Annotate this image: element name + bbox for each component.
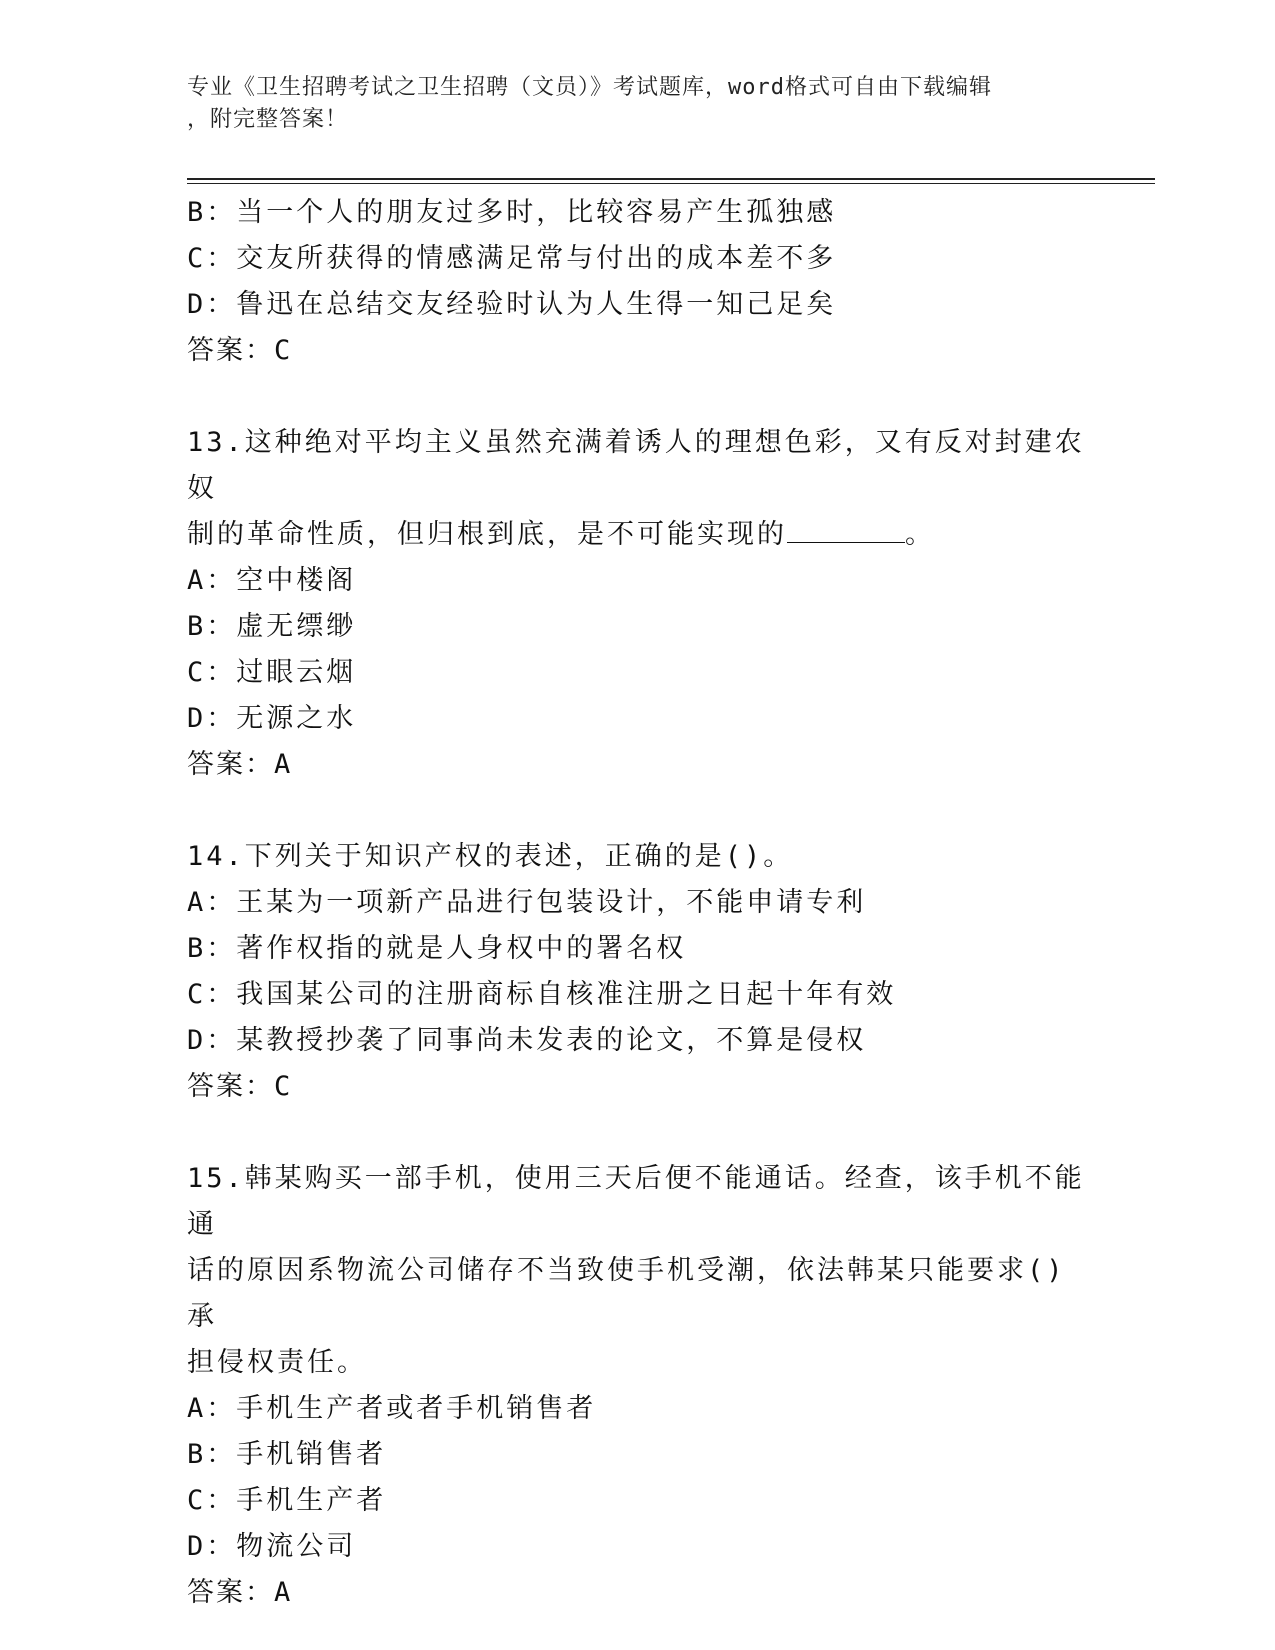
stem-punctuation: 。 <box>905 519 935 550</box>
question-14 <box>187 834 1087 1110</box>
question-stem-continued: 担侵权责任。 <box>187 1347 367 1378</box>
option-a: A：王某为一项新产品进行包装设计，不能申请专利 <box>187 887 867 918</box>
answer-line: 答案：A <box>187 1577 293 1608</box>
option-d: D：物流公司 <box>187 1531 357 1562</box>
header-line-1: 专业《卫生招聘考试之卫生招聘（文员）》考试题库，word格式可自由下载编辑 <box>187 75 992 100</box>
option-b: B：虚无缥缈 <box>187 611 357 642</box>
option-c: C：手机生产者 <box>187 1485 387 1516</box>
question-stem: 14.下列关于知识产权的表述，正确的是()。 <box>187 841 794 872</box>
option-a: A：手机生产者或者手机销售者 <box>187 1393 597 1424</box>
question-stem-continued: 话的原因系物流公司储存不当致使手机受潮，依法韩某只能要求()承 <box>187 1255 1066 1332</box>
spacer <box>187 374 1087 420</box>
option-d: D：鲁迅在总结交友经验时认为人生得一知己足矣 <box>187 289 837 320</box>
option-c: C：交友所获得的情感满足常与付出的成本差不多 <box>187 243 837 274</box>
question-15 <box>187 1156 1087 1616</box>
document-header <box>187 72 1087 136</box>
header-line-2: ，附完整答案！ <box>187 107 349 132</box>
option-b: B：著作权指的就是人身权中的署名权 <box>187 933 687 964</box>
option-b: B：当一个人的朋友过多时，比较容易产生孤独感 <box>187 197 837 228</box>
question-content <box>187 190 1087 1616</box>
spacer <box>187 788 1087 834</box>
option-d: D：无源之水 <box>187 703 357 734</box>
answer-line: 答案：C <box>187 1071 293 1102</box>
question-stem: 13.这种绝对平均主义虽然充满着诱人的理想色彩，又有反对封建农奴 <box>187 427 1085 504</box>
option-c: C：过眼云烟 <box>187 657 357 688</box>
fill-in-blank <box>787 512 905 543</box>
option-b: B：手机销售者 <box>187 1439 387 1470</box>
answer-line: 答案：A <box>187 749 293 780</box>
answer-line: 答案：C <box>187 335 293 366</box>
option-a: A：空中楼阁 <box>187 565 357 596</box>
header-divider-thick <box>187 178 1155 180</box>
stem-text: 制的革命性质，但归根到底，是不可能实现的 <box>187 519 787 550</box>
question-stem: 15.韩某购买一部手机，使用三天后便不能通话。经查，该手机不能通 <box>187 1163 1085 1240</box>
question-13 <box>187 420 1087 788</box>
question-12-continued <box>187 190 1087 374</box>
header-divider-thin <box>187 183 1155 184</box>
spacer <box>187 1110 1087 1156</box>
question-stem-continued <box>187 512 1087 558</box>
option-c: C：我国某公司的注册商标自核准注册之日起十年有效 <box>187 979 897 1010</box>
option-d: D：某教授抄袭了同事尚未发表的论文，不算是侵权 <box>187 1025 867 1056</box>
